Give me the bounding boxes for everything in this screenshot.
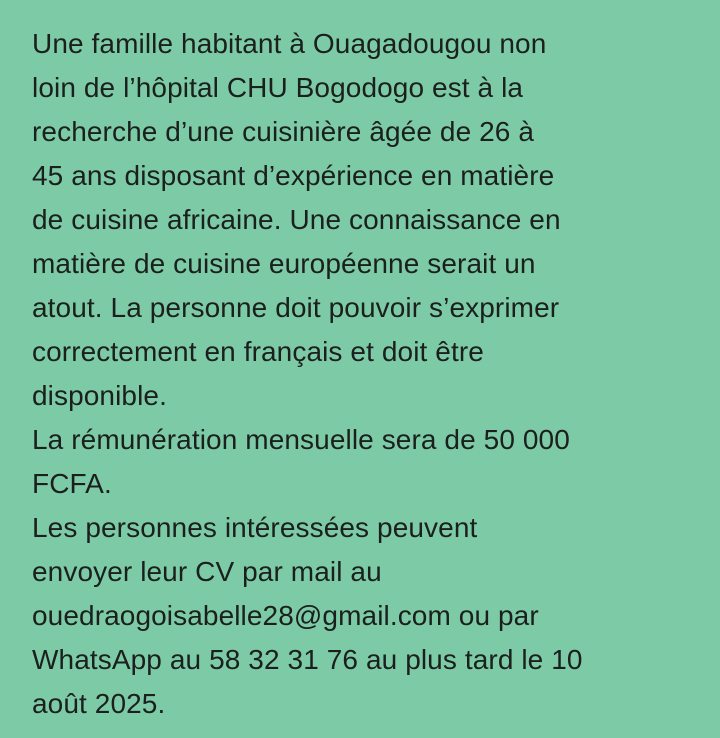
message-line: recherche d’une cuisinière âgée de 26 à	[32, 116, 535, 147]
message-line: FCFA.	[32, 468, 112, 499]
job-offer-message	[32, 22, 692, 726]
contact-paragraph	[32, 506, 692, 726]
job-description-paragraph	[32, 22, 692, 418]
message-line: Les personnes intéressées peuvent	[32, 512, 478, 543]
message-line: La rémunération mensuelle sera de 50 000	[32, 424, 570, 455]
message-line: août 2025.	[32, 688, 166, 719]
message-line: atout. La personne doit pouvoir s’exprimer	[32, 292, 560, 323]
message-line: 45 ans disposant d’expérience en matière	[32, 160, 555, 191]
message-line: disponible.	[32, 380, 167, 411]
phone-line[interactable]: WhatsApp au 58 32 31 76 au plus tard le 10	[32, 644, 583, 675]
email-link[interactable]: ouedraogoisabelle28@gmail.com ou par	[32, 600, 539, 631]
message-line: de cuisine africaine. Une connaissance en	[32, 204, 561, 235]
message-line: loin de l’hôpital CHU Bogodogo est à la	[32, 72, 524, 103]
message-line: correctement en français et doit être	[32, 336, 484, 367]
message-line: envoyer leur CV par mail au	[32, 556, 382, 587]
salary-paragraph	[32, 418, 692, 506]
message-line: Une famille habitant à Ouagadougou non	[32, 28, 547, 59]
message-line: matière de cuisine européenne serait un	[32, 248, 536, 279]
